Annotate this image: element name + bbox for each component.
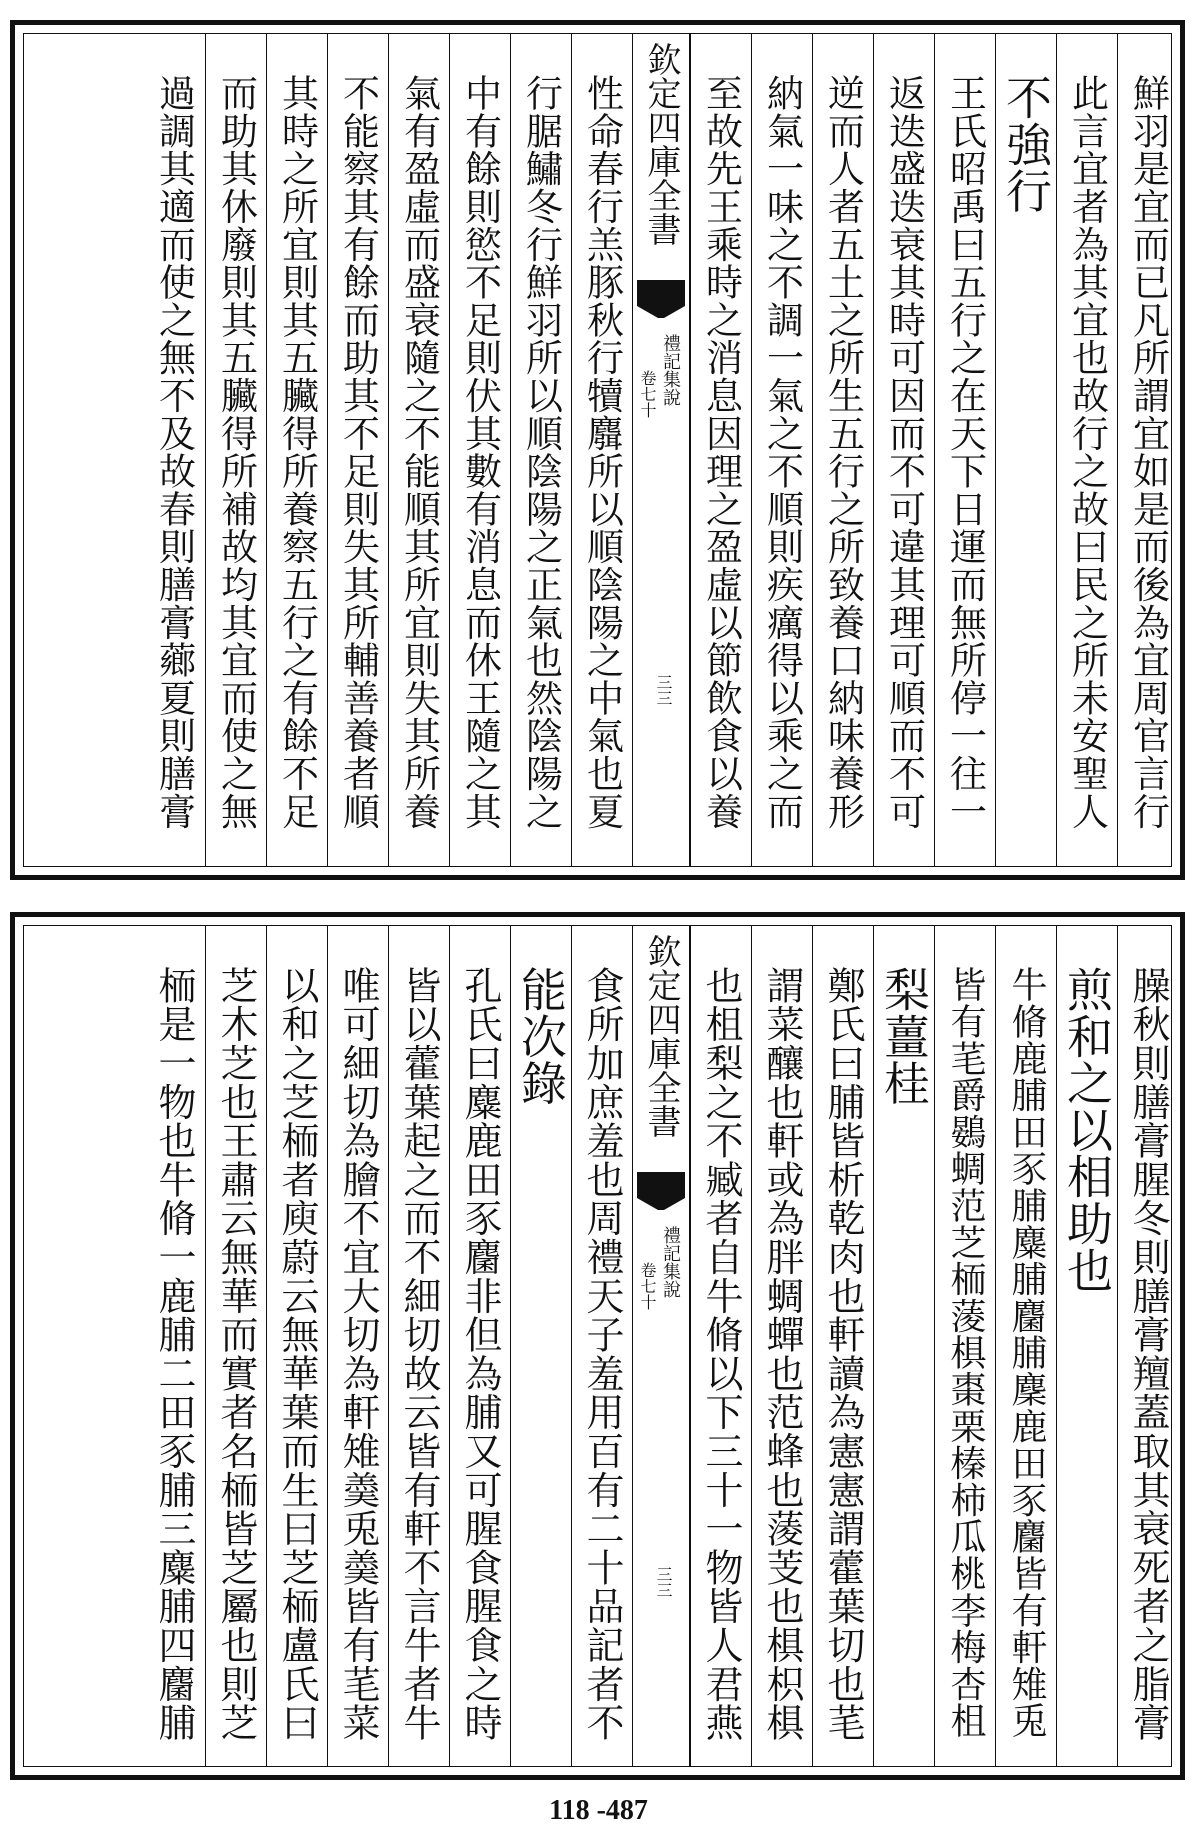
page-number: 118 -487 — [549, 1795, 648, 1826]
center-fold-column — [632, 34, 690, 866]
text-column — [1117, 34, 1178, 866]
volume-number: 卷七十 — [638, 1262, 657, 1310]
column-text: 性命春行羔豚秋行犢麛所以順陰陽之中氣也夏 — [580, 74, 624, 830]
text-column — [690, 926, 751, 1766]
column-text: 氣有盈虛而盛衰隨之不能順其所宜則失其所養 — [397, 74, 441, 830]
column-text: 不強行 — [999, 74, 1053, 215]
column-text: 皆以藿葉起之而不細切故云皆有軒不言牛者牛 — [397, 966, 441, 1742]
text-column — [388, 926, 449, 1766]
text-column — [510, 926, 571, 1766]
text-column — [327, 34, 388, 866]
column-text: 唯可細切為膾不宜大切為軒雉羮兎羮皆有芼菜 — [336, 966, 380, 1742]
column-text: 行腒鱐冬行鮮羽所以順陰陽之正氣也然陰陽之 — [519, 74, 563, 830]
text-column — [751, 926, 812, 1766]
column-text: 能次錄 — [514, 966, 568, 1107]
text-column — [995, 34, 1056, 866]
collection-title: 欽定四庫全書 — [641, 934, 681, 1138]
column-text: 納氣一味之不調一氣之不順則疾癘得以乘之而 — [760, 74, 804, 830]
text-column — [24, 926, 205, 1766]
bottom-page-panel — [10, 912, 1185, 1780]
text-column — [812, 926, 873, 1766]
text-column — [751, 34, 812, 866]
bottom-page-inner-frame — [23, 925, 1172, 1767]
column-text: 食所加庶羞也周禮天子羞用百有二十品記者不 — [580, 966, 624, 1742]
column-text: 皆有芼爵鷃蜩范芝栭蔆椇棗栗榛柿瓜桃李梅杏柤 — [945, 966, 986, 1739]
center-fold-column — [632, 926, 690, 1766]
text-column — [327, 926, 388, 1766]
text-column — [205, 34, 266, 866]
collection-title: 欽定四庫全書 — [641, 42, 681, 246]
column-text: 過調其適而使之無不及故春則膳膏薌夏則膳膏 — [152, 74, 196, 830]
column-text: 臊秋則膳膏腥冬則膳膏羶蓋取其衰死者之脂膏 — [1126, 966, 1170, 1742]
column-text: 不能察其有餘而助其不足則失其所輔善養者順 — [336, 74, 380, 830]
column-text: 鄭氏曰脯皆析乾肉也軒讀為憲憲謂藿葉切也芼 — [821, 966, 865, 1742]
text-column — [1117, 926, 1178, 1766]
column-text: 其時之所宜則其五臟得所養察五行之有餘不足 — [275, 74, 319, 830]
text-column — [873, 926, 934, 1766]
column-text: 也柤梨之不臧者自牛脩以下三十一物皆人君燕 — [699, 966, 743, 1742]
column-text: 逆而人者五土之所生五行之所致養口納味養形 — [821, 74, 865, 830]
text-column — [995, 926, 1056, 1766]
column-text: 返迭盛迭衰其時可因而不可違其理可順而不可 — [882, 74, 926, 830]
leaf-number: 三三 — [654, 1566, 673, 1598]
column-text: 而助其休廢則其五臟得所補故均其宜而使之無 — [214, 74, 258, 830]
column-text: 栭是一物也牛脩一鹿脯二田豕脯三麋脯四麕脯 — [152, 966, 196, 1742]
text-column — [388, 34, 449, 866]
column-text: 至故先王乘時之消息因理之盈虛以節飲食以養 — [699, 74, 743, 830]
book-name: 禮記集說 — [660, 334, 681, 406]
fish-tail-mark — [637, 280, 685, 306]
text-column — [266, 34, 327, 866]
column-text: 中有餘則慾不足則伏其數有消息而休王隨之其 — [458, 74, 502, 830]
text-column — [24, 34, 205, 866]
text-column — [510, 34, 571, 866]
text-column — [812, 34, 873, 866]
top-page-panel — [10, 20, 1185, 880]
book-name: 禮記集說 — [660, 1226, 681, 1298]
text-column — [571, 926, 632, 1766]
text-column — [1056, 34, 1117, 866]
text-column — [1056, 926, 1117, 1766]
top-page-inner-frame — [23, 33, 1172, 867]
text-column — [873, 34, 934, 866]
column-text: 煎和之以相助也 — [1060, 966, 1114, 1294]
text-column — [449, 926, 510, 1766]
text-column — [934, 926, 995, 1766]
column-text: 芝木芝也王肅云無華而實者名栭皆芝屬也則芝 — [214, 966, 258, 1742]
text-column — [449, 34, 510, 866]
volume-number: 卷七十 — [638, 370, 657, 418]
column-text: 鮮羽是宜而已凡所謂宜如是而後為宜周官言行 — [1126, 74, 1170, 830]
text-column — [266, 926, 327, 1766]
text-column — [690, 34, 751, 866]
text-column — [934, 34, 995, 866]
text-column — [571, 34, 632, 866]
text-column — [205, 926, 266, 1766]
column-text: 謂菜釀也軒或為胖蜩蟬也范蜂也蔆芰也椇枳椇 — [760, 966, 804, 1742]
column-text: 以和之芝栭者庾蔚云無華葉而生曰芝栭盧氏曰 — [275, 966, 319, 1742]
column-text: 孔氏曰麋鹿田豕麕非但為脯又可腥食腥食之時 — [458, 966, 502, 1742]
column-text: 牛脩鹿脯田豕脯麋脯麕脯麇鹿田豕麕皆有軒雉兎 — [1006, 966, 1047, 1739]
column-text: 此言宜者為其宜也故行之故曰民之所未安聖人 — [1065, 74, 1109, 830]
fish-tail-mark — [637, 1172, 685, 1198]
column-text: 梨薑桂 — [877, 966, 931, 1107]
leaf-number: 三三 — [654, 674, 673, 706]
column-text: 王氏昭禹曰五行之在天下日運而無所停一往一 — [943, 74, 987, 830]
